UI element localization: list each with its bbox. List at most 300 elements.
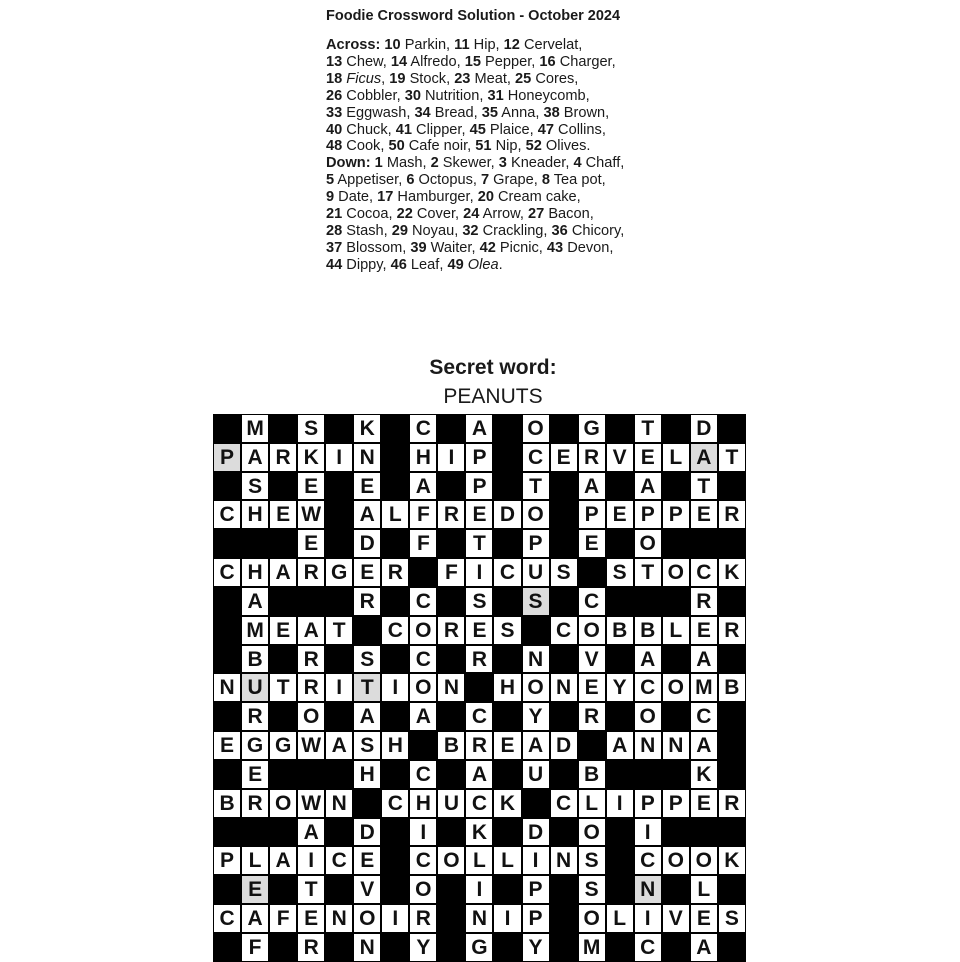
clue-number: 23 (454, 70, 471, 87)
answer-text: Stash, (342, 222, 392, 239)
black-square (437, 760, 465, 789)
black-square (690, 818, 718, 847)
black-square (718, 933, 746, 962)
answer-text: Meat, (470, 70, 516, 87)
secret-word-label: Secret word: (429, 356, 557, 379)
letter-cell: A (409, 472, 437, 501)
letter-cell: A (690, 933, 718, 962)
black-square (325, 472, 353, 501)
letter-cell: I (606, 789, 634, 818)
letter-cell: S (578, 875, 606, 904)
letter-cell: U (522, 558, 550, 587)
letter-cell: E (690, 500, 718, 529)
clue-number: 16 (539, 53, 556, 70)
letter-cell: C (325, 846, 353, 875)
black-square (353, 789, 381, 818)
letter-cell: O (662, 558, 690, 587)
black-square (297, 587, 325, 616)
black-square (634, 587, 662, 616)
letter-cell: A (634, 645, 662, 674)
letter-cell: W (297, 789, 325, 818)
black-square (493, 760, 521, 789)
black-square (325, 875, 353, 904)
black-square (493, 587, 521, 616)
answer-line (326, 172, 666, 189)
black-square (606, 818, 634, 847)
black-square (269, 472, 297, 501)
black-square (550, 529, 578, 558)
black-square (297, 760, 325, 789)
black-square (381, 443, 409, 472)
letter-cell: I (465, 875, 493, 904)
black-square (437, 702, 465, 731)
answer-text: Olea (467, 256, 499, 273)
black-square (662, 933, 690, 962)
letter-cell: N (550, 673, 578, 702)
letter-cell: C (690, 558, 718, 587)
letter-cell: N (213, 673, 241, 702)
black-square (437, 587, 465, 616)
clue-number: 12 (503, 37, 520, 53)
letter-cell: N (325, 904, 353, 933)
letter-cell: N (550, 846, 578, 875)
answer-line (326, 54, 666, 71)
secret-letter-cell: S (522, 587, 550, 616)
letter-cell: C (381, 789, 409, 818)
letter-cell: N (634, 731, 662, 760)
black-square (662, 587, 690, 616)
clue-number: 21 (326, 206, 343, 223)
secret-word-value: PEANUTS (443, 385, 543, 408)
letter-cell: P (578, 500, 606, 529)
answer-text: , (381, 70, 390, 87)
answer-text: Cover, (412, 206, 464, 223)
letter-cell: A (465, 760, 493, 789)
black-square (550, 587, 578, 616)
letter-cell: E (465, 500, 493, 529)
letter-cell: F (409, 500, 437, 529)
black-square (662, 414, 690, 443)
clue-number: 37 (326, 239, 343, 256)
black-square (381, 875, 409, 904)
letter-cell: E (690, 789, 718, 818)
letter-cell: O (409, 673, 437, 702)
answer-text: Mash, (382, 155, 431, 172)
letter-cell: R (297, 933, 325, 962)
letter-cell: R (241, 702, 269, 731)
answer-text: Parkin, (400, 37, 455, 53)
letter-cell: O (269, 789, 297, 818)
black-square (381, 587, 409, 616)
answer-text: Cafe noir, (404, 138, 476, 155)
black-square (381, 645, 409, 674)
answer-text: Appetiser, (334, 172, 407, 189)
clue-number: 32 (462, 222, 479, 239)
black-square (493, 443, 521, 472)
letter-cell: E (353, 472, 381, 501)
letter-cell: P (213, 846, 241, 875)
letter-cell: A (241, 587, 269, 616)
letter-cell: E (578, 673, 606, 702)
clue-number: 33 (326, 104, 343, 121)
letter-cell: R (578, 702, 606, 731)
letter-cell: E (241, 760, 269, 789)
black-square (269, 818, 297, 847)
black-square (493, 414, 521, 443)
black-square (241, 529, 269, 558)
black-square (718, 645, 746, 674)
black-square (718, 587, 746, 616)
secret-letter-cell: N (634, 875, 662, 904)
letter-cell: L (381, 500, 409, 529)
letter-cell: E (297, 472, 325, 501)
letter-cell: P (634, 500, 662, 529)
black-square (606, 587, 634, 616)
letter-cell: F (437, 558, 465, 587)
letter-cell: T (522, 472, 550, 501)
letter-cell: C (409, 760, 437, 789)
black-square (269, 414, 297, 443)
black-square (550, 875, 578, 904)
letter-cell: A (325, 731, 353, 760)
letter-cell: G (325, 558, 353, 587)
letter-cell: M (241, 616, 269, 645)
black-square (409, 731, 437, 760)
letter-cell: A (269, 846, 297, 875)
letter-cell: P (634, 789, 662, 818)
black-square (269, 645, 297, 674)
letter-cell: E (269, 500, 297, 529)
black-square (381, 414, 409, 443)
answer-text: Pepper, (480, 53, 540, 70)
secret-letter-cell: P (213, 443, 241, 472)
letter-cell: O (522, 414, 550, 443)
letter-cell: S (578, 846, 606, 875)
letter-cell: F (409, 529, 437, 558)
letter-cell: I (437, 443, 465, 472)
clue-number: 7 (480, 172, 490, 189)
answer-text: Clipper, (412, 121, 470, 138)
letter-cell: R (381, 558, 409, 587)
answer-line (326, 88, 666, 105)
answer-text: Octopus, (414, 172, 481, 189)
black-square (409, 558, 437, 587)
black-square (213, 587, 241, 616)
black-square (269, 933, 297, 962)
letter-cell: C (634, 846, 662, 875)
answer-text: Chuck, (342, 121, 396, 138)
black-square (718, 414, 746, 443)
black-square (493, 933, 521, 962)
answer-text: Hip, (469, 37, 504, 53)
letter-cell: Y (522, 702, 550, 731)
answer-line (326, 155, 666, 172)
letter-cell: C (550, 789, 578, 818)
letter-cell: A (690, 645, 718, 674)
clue-number: 17 (377, 189, 394, 206)
clue-number: 48 (326, 138, 343, 155)
black-square (381, 846, 409, 875)
clue-number: 36 (551, 222, 568, 239)
letter-cell: I (465, 558, 493, 587)
black-square (493, 818, 521, 847)
clue-number: 51 (475, 138, 492, 155)
letter-cell: I (381, 673, 409, 702)
answer-line (326, 105, 666, 122)
answer-text: Brown, (559, 104, 610, 121)
clue-number: 2 (430, 155, 439, 172)
black-square (606, 472, 634, 501)
black-square (213, 875, 241, 904)
letter-cell: C (465, 789, 493, 818)
black-square (578, 558, 606, 587)
black-square (325, 500, 353, 529)
black-square (718, 875, 746, 904)
answer-text: Cream cake, (493, 189, 581, 206)
black-square (465, 673, 493, 702)
letter-cell: Y (409, 933, 437, 962)
black-square (269, 875, 297, 904)
clue-number: 45 (469, 121, 486, 138)
letter-cell: R (409, 904, 437, 933)
letter-cell: R (690, 587, 718, 616)
letter-cell: I (522, 846, 550, 875)
letter-cell: H (241, 500, 269, 529)
letter-cell: U (437, 789, 465, 818)
black-square (493, 875, 521, 904)
secret-letter-cell: T (353, 673, 381, 702)
black-square (718, 731, 746, 760)
clue-number: 52 (525, 138, 542, 155)
letter-cell: L (578, 789, 606, 818)
letter-cell: S (606, 558, 634, 587)
letter-cell: S (718, 904, 746, 933)
letter-cell: P (522, 875, 550, 904)
letter-cell: F (269, 904, 297, 933)
black-square (325, 587, 353, 616)
answer-text: Hamburger, (393, 189, 478, 206)
letter-cell: R (269, 443, 297, 472)
black-square (381, 760, 409, 789)
black-square (718, 760, 746, 789)
clue-number: 41 (395, 121, 412, 138)
letter-cell: E (634, 443, 662, 472)
letter-cell: P (465, 443, 493, 472)
black-square (381, 702, 409, 731)
black-square (325, 760, 353, 789)
black-square (213, 760, 241, 789)
letter-cell: I (493, 904, 521, 933)
letter-cell: E (353, 846, 381, 875)
letter-cell: G (578, 414, 606, 443)
letter-cell: K (493, 789, 521, 818)
letter-cell: H (409, 443, 437, 472)
letter-cell: I (409, 818, 437, 847)
letter-cell: O (578, 904, 606, 933)
black-square (662, 818, 690, 847)
letter-cell: R (718, 616, 746, 645)
letter-cell: R (465, 645, 493, 674)
answer-text: Noyau, (407, 222, 463, 239)
black-square (381, 472, 409, 501)
letter-cell: T (634, 558, 662, 587)
letter-cell: E (213, 731, 241, 760)
answer-text: . (498, 256, 503, 273)
answer-line (326, 122, 666, 139)
black-square (662, 760, 690, 789)
black-square (662, 472, 690, 501)
black-square (718, 529, 746, 558)
letter-cell: H (493, 673, 521, 702)
black-square (437, 414, 465, 443)
black-square (550, 933, 578, 962)
answer-text: Waiter, (426, 239, 480, 256)
black-square (718, 818, 746, 847)
clue-number: 26 (326, 87, 343, 104)
solution-title: Foodie Crossword Solution - October 2024 (326, 8, 621, 24)
black-square (550, 472, 578, 501)
letter-cell: R (437, 500, 465, 529)
letter-cell: G (241, 731, 269, 760)
clue-number: 15 (464, 53, 481, 70)
letter-cell: Y (606, 673, 634, 702)
clue-number: 30 (404, 87, 421, 104)
answer-text: Chicory, (567, 222, 625, 239)
letter-cell: N (353, 443, 381, 472)
answer-text: Arrow, (479, 206, 529, 223)
letter-cell: P (662, 500, 690, 529)
letter-cell: A (606, 731, 634, 760)
black-square (213, 645, 241, 674)
letter-cell: A (634, 472, 662, 501)
letter-cell: E (493, 731, 521, 760)
answer-text: Cores, (531, 70, 579, 87)
black-square (690, 529, 718, 558)
black-square (437, 904, 465, 933)
answer-line (326, 206, 666, 223)
black-square (578, 731, 606, 760)
answer-text: Stock, (405, 70, 455, 87)
secret-letter-cell: E (241, 875, 269, 904)
answer-text: Honeycomb, (503, 87, 590, 104)
black-square (606, 846, 634, 875)
black-square (325, 702, 353, 731)
clue-number: Down: (326, 155, 375, 172)
answer-text: Grape, (489, 172, 542, 189)
letter-cell: R (437, 616, 465, 645)
answer-text: Eggwash, (342, 104, 415, 121)
black-square (550, 500, 578, 529)
clue-number: 49 (447, 256, 464, 273)
black-square (718, 472, 746, 501)
letter-cell: I (297, 846, 325, 875)
letter-cell: A (241, 904, 269, 933)
clue-number: 29 (391, 222, 408, 239)
clue-number: 9 (326, 189, 335, 206)
clue-number: 10 (384, 37, 401, 53)
black-square (325, 818, 353, 847)
letter-cell: E (297, 904, 325, 933)
answer-text: Tea pot, (549, 172, 606, 189)
letter-cell: F (241, 933, 269, 962)
black-square (606, 933, 634, 962)
letter-cell: D (690, 414, 718, 443)
black-square (662, 529, 690, 558)
letter-cell: T (634, 414, 662, 443)
clue-number: 8 (541, 172, 550, 189)
letter-cell: P (662, 789, 690, 818)
letter-cell: S (297, 414, 325, 443)
letter-cell: L (241, 846, 269, 875)
black-square (718, 702, 746, 731)
answer-text: Leaf, (406, 256, 448, 273)
letter-cell: L (690, 875, 718, 904)
answer-line (326, 240, 666, 257)
letter-cell: W (297, 500, 325, 529)
clue-number: 6 (406, 172, 415, 189)
black-square (269, 587, 297, 616)
letter-cell: O (409, 616, 437, 645)
answer-text: Chaff, (581, 155, 625, 172)
secret-letter-cell: A (690, 443, 718, 472)
letter-cell: V (606, 443, 634, 472)
answer-text: Plaice, (485, 121, 538, 138)
letter-cell: N (522, 645, 550, 674)
letter-cell: I (381, 904, 409, 933)
letter-cell: H (353, 760, 381, 789)
letter-cell: K (690, 760, 718, 789)
letter-cell: L (662, 616, 690, 645)
clue-number: 31 (487, 87, 504, 104)
answer-text: Cervelat, (519, 37, 583, 53)
letter-cell: E (606, 500, 634, 529)
answer-text: Kneader, (506, 155, 574, 172)
letter-cell: S (493, 616, 521, 645)
black-square (550, 818, 578, 847)
letter-cell: I (325, 673, 353, 702)
letter-cell: N (325, 789, 353, 818)
letter-cell: E (550, 443, 578, 472)
letter-cell: O (297, 702, 325, 731)
letter-cell: E (465, 616, 493, 645)
letter-cell: B (437, 731, 465, 760)
letter-cell: M (241, 414, 269, 443)
letter-cell: R (718, 500, 746, 529)
clue-number: 50 (388, 138, 405, 155)
letter-cell: B (241, 645, 269, 674)
letter-cell: C (409, 846, 437, 875)
letter-cell: E (690, 616, 718, 645)
black-square (213, 702, 241, 731)
black-square (325, 933, 353, 962)
letter-cell: S (465, 587, 493, 616)
answer-text: Crackling, (478, 222, 552, 239)
answer-text: Bread, (430, 104, 482, 121)
black-square (269, 760, 297, 789)
letter-cell: M (578, 933, 606, 962)
black-square (213, 472, 241, 501)
letter-cell: A (269, 558, 297, 587)
clue-number: 27 (528, 206, 545, 223)
answer-text: Dippy, (342, 256, 391, 273)
clue-number: Across: (326, 37, 385, 53)
letter-cell: T (718, 443, 746, 472)
crossword-grid (213, 414, 746, 962)
letter-cell: P (522, 904, 550, 933)
black-square (353, 616, 381, 645)
clue-number: 46 (390, 256, 407, 273)
black-square (493, 529, 521, 558)
